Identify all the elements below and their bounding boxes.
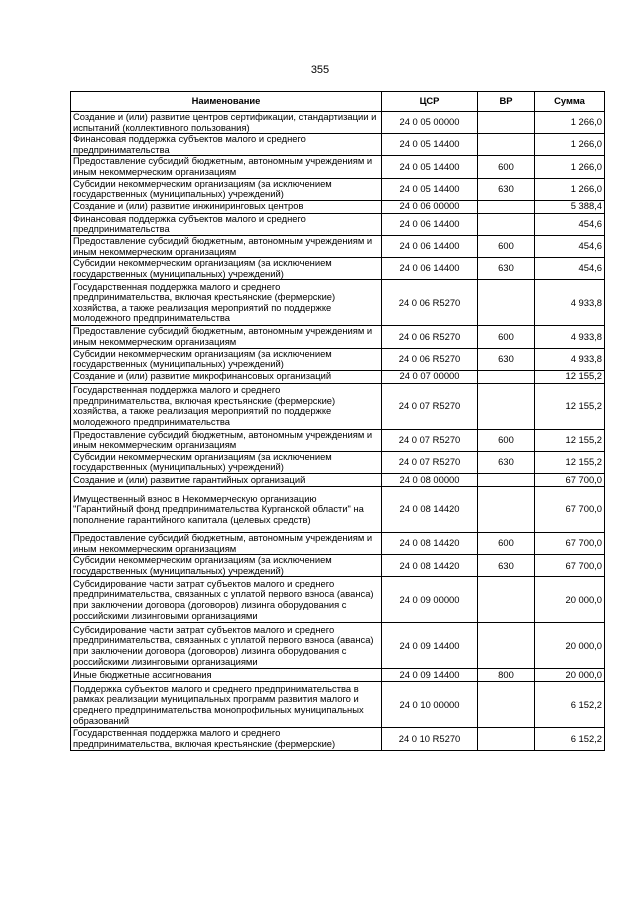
cell-vr: 630 [478, 451, 535, 473]
table-row [71, 235, 605, 257]
cell-vr [478, 383, 535, 429]
cell-vr [478, 134, 535, 156]
cell-vr [478, 112, 535, 134]
cell-sum: 5 388,4 [535, 200, 605, 213]
table-row [71, 258, 605, 280]
cell-vr [478, 280, 535, 326]
cell-vr [478, 682, 535, 728]
cell-vr: 800 [478, 669, 535, 682]
table-row [71, 555, 605, 577]
table-row [71, 383, 605, 429]
cell-vr [478, 577, 535, 623]
table-row [71, 451, 605, 473]
cell-name: Создание и (или) развитие гарантийных организаций [71, 474, 382, 487]
cell-name: Субсидии некоммерческим организациям (за исключением государственных (муниципальных) учреждений) [71, 348, 382, 370]
cell-csr: 24 0 09 00000 [382, 577, 478, 623]
cell-csr: 24 0 08 14420 [382, 533, 478, 555]
cell-name: Государственная поддержка малого и среднего предпринимательства, включая крестьянские (фермерские) [71, 728, 382, 750]
table-row [71, 429, 605, 451]
cell-csr: 24 0 08 14420 [382, 487, 478, 533]
cell-csr: 24 0 07 00000 [382, 370, 478, 383]
cell-sum: 454,6 [535, 258, 605, 280]
cell-name: Субсидирование части затрат субъектов малого и среднего предпринимательства, связанных с уплатой первого взноса (аванса) при заключении договора (договоров) лизинга оборудования с российскими лизинговыми организациями [71, 577, 382, 623]
cell-vr [478, 487, 535, 533]
cell-sum: 4 933,8 [535, 280, 605, 326]
cell-csr: 24 0 10 R5270 [382, 728, 478, 750]
cell-sum: 1 266,0 [535, 134, 605, 156]
cell-name: Предоставление субсидий бюджетным, автономным учреждениям и иным некоммерческим организациям [71, 235, 382, 257]
cell-name: Имущественный взнос в Некоммерческую организацию "Гарантийный фонд предпринимательства Курганской области" на пополнение гарантийного капитала (целевых средств) [71, 487, 382, 533]
cell-csr: 24 0 06 R5270 [382, 280, 478, 326]
cell-name: Создание и (или) развитие инжиниринговых центров [71, 200, 382, 213]
cell-sum: 6 152,2 [535, 682, 605, 728]
cell-vr [478, 623, 535, 669]
cell-csr: 24 0 06 00000 [382, 200, 478, 213]
cell-name: Субсидии некоммерческим организациям (за исключением государственных (муниципальных) учреждений) [71, 555, 382, 577]
cell-sum: 67 700,0 [535, 474, 605, 487]
table-row [71, 533, 605, 555]
table-row [71, 213, 605, 235]
cell-vr [478, 728, 535, 750]
cell-sum: 12 155,2 [535, 451, 605, 473]
cell-name: Поддержка субъектов малого и среднего предпринимательства в рамках реализации муниципальных программ развития малого и среднего предпринимательства монопрофильных муниципальных образований [71, 682, 382, 728]
cell-name: Предоставление субсидий бюджетным, автономным учреждениям и иным некоммерческим организациям [71, 326, 382, 348]
cell-csr: 24 0 05 14400 [382, 134, 478, 156]
cell-name: Государственная поддержка малого и среднего предпринимательства, включая крестьянские (фермерские) хозяйства, а также реализация мероприятий по поддержке молодежного предпринимательства [71, 280, 382, 326]
cell-sum: 20 000,0 [535, 623, 605, 669]
cell-vr: 600 [478, 429, 535, 451]
table-header-row [71, 92, 605, 112]
cell-name: Субсидирование части затрат субъектов малого и среднего предпринимательства, связанных с уплатой первого взноса (аванса) при заключении договора (договоров) лизинга оборудования с российскими лизинговыми организациями [71, 623, 382, 669]
cell-vr: 600 [478, 235, 535, 257]
cell-vr: 600 [478, 533, 535, 555]
table-row [71, 728, 605, 750]
header-vr: ВР [478, 92, 535, 112]
cell-sum: 20 000,0 [535, 669, 605, 682]
cell-csr: 24 0 08 00000 [382, 474, 478, 487]
budget-table [70, 91, 605, 751]
cell-sum: 454,6 [535, 213, 605, 235]
cell-sum: 12 155,2 [535, 370, 605, 383]
cell-csr: 24 0 06 R5270 [382, 326, 478, 348]
page-number: 355 [310, 64, 330, 76]
cell-csr: 24 0 05 00000 [382, 112, 478, 134]
cell-csr: 24 0 07 R5270 [382, 429, 478, 451]
cell-sum: 12 155,2 [535, 429, 605, 451]
table-row [71, 280, 605, 326]
header-name: Наименование [71, 92, 382, 112]
cell-csr: 24 0 06 R5270 [382, 348, 478, 370]
cell-name: Финансовая поддержка субъектов малого и среднего предпринимательства [71, 213, 382, 235]
cell-vr [478, 474, 535, 487]
table-body [71, 112, 605, 751]
cell-name: Государственная поддержка малого и среднего предпринимательства, включая крестьянские (фермерские) хозяйства, а также реализация мероприятий по поддержке молодежного предпринимательства [71, 383, 382, 429]
cell-csr: 24 0 07 R5270 [382, 383, 478, 429]
table-row [71, 682, 605, 728]
cell-sum: 20 000,0 [535, 577, 605, 623]
cell-sum: 1 266,0 [535, 178, 605, 200]
cell-csr: 24 0 06 14400 [382, 235, 478, 257]
table-row [71, 178, 605, 200]
table-row [71, 200, 605, 213]
cell-csr: 24 0 05 14400 [382, 178, 478, 200]
cell-name: Предоставление субсидий бюджетным, автономным учреждениям и иным некоммерческим организациям [71, 156, 382, 178]
table-row [71, 487, 605, 533]
cell-vr: 600 [478, 326, 535, 348]
cell-sum: 6 152,2 [535, 728, 605, 750]
cell-sum: 4 933,8 [535, 326, 605, 348]
cell-vr: 630 [478, 555, 535, 577]
cell-sum: 67 700,0 [535, 555, 605, 577]
cell-csr: 24 0 08 14420 [382, 555, 478, 577]
cell-csr: 24 0 10 00000 [382, 682, 478, 728]
cell-sum: 454,6 [535, 235, 605, 257]
cell-csr: 24 0 09 14400 [382, 623, 478, 669]
cell-name: Предоставление субсидий бюджетным, автономным учреждениям и иным некоммерческим организациям [71, 429, 382, 451]
cell-csr: 24 0 06 14400 [382, 213, 478, 235]
table-row [71, 156, 605, 178]
cell-vr: 630 [478, 258, 535, 280]
cell-vr: 600 [478, 156, 535, 178]
cell-sum: 67 700,0 [535, 487, 605, 533]
cell-csr: 24 0 09 14400 [382, 669, 478, 682]
cell-vr [478, 370, 535, 383]
cell-sum: 67 700,0 [535, 533, 605, 555]
cell-vr [478, 200, 535, 213]
cell-sum: 4 933,8 [535, 348, 605, 370]
cell-name: Субсидии некоммерческим организациям (за исключением государственных (муниципальных) учреждений) [71, 451, 382, 473]
cell-vr: 630 [478, 178, 535, 200]
cell-csr: 24 0 06 14400 [382, 258, 478, 280]
cell-vr: 630 [478, 348, 535, 370]
table-row [71, 370, 605, 383]
cell-sum: 12 155,2 [535, 383, 605, 429]
cell-name: Субсидии некоммерческим организациям (за исключением государственных (муниципальных) учреждений) [71, 178, 382, 200]
cell-name: Субсидии некоммерческим организациям (за исключением государственных (муниципальных) учреждений) [71, 258, 382, 280]
table-row [71, 348, 605, 370]
cell-name: Предоставление субсидий бюджетным, автономным учреждениям и иным некоммерческим организациям [71, 533, 382, 555]
cell-name: Создание и (или) развитие центров сертификации, стандартизации и испытаний (коллективного пользования) [71, 112, 382, 134]
table-row [71, 112, 605, 134]
table-row [71, 669, 605, 682]
table-row [71, 326, 605, 348]
header-sum: Сумма [535, 92, 605, 112]
table-row [71, 134, 605, 156]
table-row [71, 623, 605, 669]
cell-csr: 24 0 07 R5270 [382, 451, 478, 473]
cell-name: Иные бюджетные ассигнования [71, 669, 382, 682]
table-row [71, 474, 605, 487]
cell-name: Финансовая поддержка субъектов малого и среднего предпринимательства [71, 134, 382, 156]
cell-sum: 1 266,0 [535, 112, 605, 134]
cell-name: Создание и (или) развитие микрофинансовых организаций [71, 370, 382, 383]
cell-vr [478, 213, 535, 235]
cell-csr: 24 0 05 14400 [382, 156, 478, 178]
table-row [71, 577, 605, 623]
cell-sum: 1 266,0 [535, 156, 605, 178]
header-csr: ЦСР [382, 92, 478, 112]
